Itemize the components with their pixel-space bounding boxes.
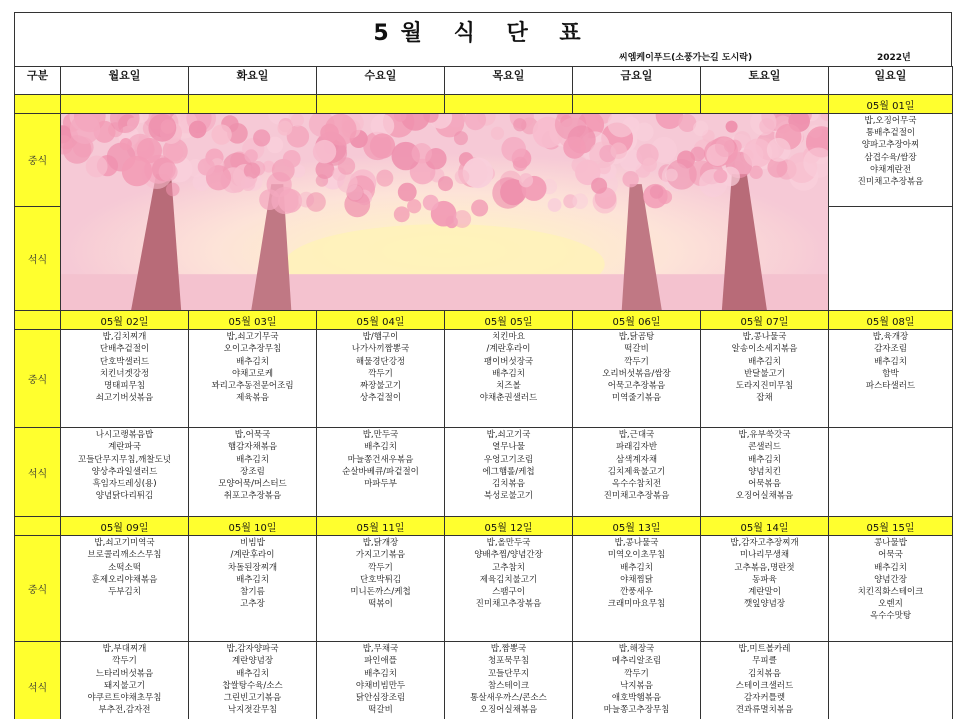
meal-label-lunch: 중식 [15, 114, 61, 207]
menu-item: 밥,감자고추장찌개 [730, 538, 799, 549]
menu-item: 상추겉절이 [359, 393, 402, 404]
menu-item: 밥,감자양파국 [226, 644, 279, 655]
meal-label-dinner: 석식 [15, 642, 61, 719]
menu-item: 밥,쇠고기국 [486, 430, 531, 441]
menu-item: 깍두기 [112, 656, 137, 667]
menu-item: 통배추겉절이 [865, 128, 916, 139]
menu-item: 스팸구이 [492, 587, 525, 598]
menu-item: 밥,유부쑥갓국 [738, 430, 791, 441]
menu-cell [701, 330, 829, 428]
menu-item: 파스타샐러드 [865, 381, 916, 392]
menu-item: 고추참치 [492, 562, 525, 573]
menu-item: 밥,올만두국 [486, 538, 531, 549]
menu-item: 제육볶음 [236, 393, 269, 404]
week2-date-row [15, 311, 953, 330]
menu-cell [573, 642, 701, 719]
menu-item: /계란후라이 [486, 344, 531, 355]
sheet-header [14, 12, 952, 66]
menu-item: 밥,만두국 [362, 430, 399, 441]
menu-item: 계란양념장 [231, 656, 274, 667]
menu-item: 부추전,감자전 [98, 705, 151, 716]
menu-item: 파래김자반 [615, 442, 658, 453]
menu-item: 양상추과일샐러드 [91, 466, 158, 477]
menu-item: 밥,콩나물국 [614, 538, 659, 549]
menu-cell [445, 330, 573, 428]
menu-item: 무피클 [752, 656, 777, 667]
menu-cell [61, 428, 189, 517]
menu-item: 야채고로케 [231, 368, 274, 379]
menu-item: 감자조림 [874, 344, 907, 355]
menu-item: 꼬들단무지무침,깨찰도넛 [77, 454, 172, 465]
menu-item: 마늘쫑건새우볶음 [347, 454, 414, 465]
menu-item: 흑임자드레싱(용) [92, 479, 157, 490]
date-cell: 05월 13일 [573, 517, 701, 536]
page-title: 5월 식 단 표 [373, 21, 593, 46]
menu-item: 청포묵무침 [487, 656, 530, 667]
menu-item: 고추볶음,명란젓 [734, 562, 795, 573]
menu-item: 알송이소세지볶음 [731, 344, 798, 355]
menu-item: 치킨너겟강정 [99, 368, 150, 379]
menu-item: 밥,해장국 [618, 644, 655, 655]
menu-item: 진미채고추장볶음 [603, 491, 670, 502]
menu-item: 모양어묵/머스터드 [218, 479, 287, 490]
menu-item: 배추김치 [364, 442, 397, 453]
menu-item: 배추김치 [874, 562, 907, 573]
menu-item: 꼬들단무지 [487, 668, 530, 679]
menu-item: 햄감자채볶음 [227, 442, 278, 453]
menu-item: 낙지볶음 [620, 680, 653, 691]
menu-item: 오징어실채볶음 [479, 705, 538, 716]
date-cell: 05월 11일 [317, 517, 445, 536]
date-cell: 05월 12일 [445, 517, 573, 536]
menu-item: 밥,오징어무국 [864, 116, 917, 126]
menu-item: 밥,쇠고기미역국 [94, 538, 155, 549]
menu-item: 치킨직화스테이크 [857, 587, 924, 598]
day-header-sun: 일요일 [829, 67, 953, 95]
menu-item: 두부김치 [108, 587, 141, 598]
date-cell: 05월 07일 [701, 311, 829, 330]
menu-item: 밥,부대찌개 [102, 644, 147, 655]
menu-cell [189, 536, 317, 642]
day-header-thu: 목요일 [445, 67, 573, 95]
menu-item: 팽이버섯장국 [483, 356, 534, 367]
menu-item: 짜장불고기 [359, 381, 402, 392]
menu-item: 잡채 [756, 393, 773, 404]
menu-item: 파인애플 [364, 656, 397, 667]
menu-cell [829, 330, 953, 428]
menu-item: 나가사끼짬뽕국 [351, 344, 410, 355]
meal-label-lunch: 중식 [15, 330, 61, 428]
category-header: 구분 [15, 67, 61, 95]
menu-cell [189, 330, 317, 428]
menu-item: 제육김치불고기 [479, 574, 538, 585]
menu-item: 어묵고추장볶음 [607, 381, 666, 392]
menu-cell [317, 642, 445, 719]
menu-cell-week1-sun-dinner [829, 206, 953, 311]
menu-item: 순살바베큐/파겉절이 [342, 466, 419, 477]
menu-item: 통살새우까스/콘소스 [470, 693, 547, 704]
menu-item: 브로콜리깨소스무침 [87, 550, 162, 561]
week2-dinner-row [15, 428, 953, 517]
day-header-sat: 토요일 [701, 67, 829, 95]
menu-item: 삼색계자채 [615, 454, 658, 465]
menu-item: 옥수수참치전 [611, 479, 662, 490]
menu-cell [829, 428, 953, 517]
meal-label-dinner: 석식 [15, 428, 61, 517]
day-header-tue: 화요일 [189, 67, 317, 95]
menu-item: 치즈볼 [496, 381, 521, 392]
menu-table [14, 66, 953, 719]
menu-item: 양파고추장아찌 [861, 140, 920, 151]
menu-item: 떡갈비 [368, 705, 393, 716]
menu-item: 비빔밥 [240, 538, 265, 549]
menu-item: 배추김치 [748, 454, 781, 465]
menu-item: 견과류멸치볶음 [735, 705, 794, 716]
menu-item: 밥,육개장 [872, 332, 909, 343]
date-cell: 05월 02일 [61, 311, 189, 330]
menu-item: 미역오이초무침 [607, 550, 666, 561]
menu-cell [61, 642, 189, 719]
menu-item: 참기름 [240, 587, 265, 598]
menu-item: 찹쌀탕수육/소스 [222, 680, 283, 691]
day-header-wed: 수요일 [317, 67, 445, 95]
day-header-fri: 금요일 [573, 67, 701, 95]
menu-item: 단배추겉절이 [99, 344, 150, 355]
menu-item: 도라지진미무침 [735, 381, 794, 392]
menu-item: 느타리버섯볶음 [95, 668, 154, 679]
menu-item: 미역줄기볶음 [611, 393, 662, 404]
menu-item: 마늘쫑고추장무침 [603, 705, 670, 716]
menu-item: 양념간장 [874, 574, 907, 585]
menu-item: 배추김치 [236, 574, 269, 585]
menu-item: 명태피무침 [103, 381, 146, 392]
year-label: 2022년 [877, 53, 911, 63]
menu-item: 밥,김치찌개 [102, 332, 147, 343]
menu-item: 밥,닭곰탕 [618, 332, 655, 343]
menu-item: 미니돈까스/케첩 [350, 587, 411, 598]
menu-item: 장조림 [240, 466, 265, 477]
menu-item: 해물경단강정 [355, 356, 406, 367]
menu-item: 밥/햄구이 [362, 332, 399, 343]
date-cell: 05월 14일 [701, 517, 829, 536]
menu-item: 깍두기 [368, 368, 393, 379]
menu-item: 애호박햄볶음 [611, 693, 662, 704]
date-cell: 05월 15일 [829, 517, 953, 536]
menu-item: 북성로불고기 [483, 491, 534, 502]
cherry-blossom-illustration [61, 114, 829, 311]
menu-cell [701, 428, 829, 517]
blossom-image [61, 114, 828, 310]
menu-cell [829, 642, 953, 719]
menu-item: 야채비빔만두 [355, 680, 406, 691]
menu-item: 계란말이 [748, 587, 781, 598]
menu-item: 깐풍새우 [620, 587, 653, 598]
date-cell: 05월 09일 [61, 517, 189, 536]
menu-item: 배추김치 [874, 356, 907, 367]
menu-item: 김치볶음 [492, 479, 525, 490]
menu-item: 진미채고추장볶음 [857, 177, 924, 188]
menu-item: 야채춘권샐러드 [479, 393, 538, 404]
menu-item: 어묵볶음 [748, 479, 781, 490]
menu-item: 취포고추장볶음 [223, 491, 282, 502]
menu-item: 스테이크샐러드 [735, 680, 794, 691]
menu-item: 야채계란전 [869, 164, 912, 175]
week3-dinner-row [15, 642, 953, 719]
menu-cell [573, 330, 701, 428]
menu-item: 크래미마요무침 [607, 599, 666, 610]
menu-item: 배추김치 [748, 356, 781, 367]
menu-cell [829, 536, 953, 642]
menu-item: 배추김치 [236, 668, 269, 679]
date-cell: 05월 06일 [573, 311, 701, 330]
menu-item: 메추리알조림 [611, 656, 662, 667]
meal-label-lunch: 중식 [15, 536, 61, 642]
menu-item: 미나리무생채 [739, 550, 790, 561]
date-cell: 05월 05일 [445, 311, 573, 330]
menu-item: 소떡소떡 [108, 562, 141, 573]
day-header-row [15, 67, 953, 95]
date-cell: 05월 04일 [317, 311, 445, 330]
menu-item: 가지고기볶음 [355, 550, 406, 561]
week2-lunch-row [15, 330, 953, 428]
menu-item: 진미채고추장볶음 [475, 599, 542, 610]
menu-item: 나시고랭볶음밥 [95, 430, 154, 441]
menu-item: 양배추찜/양념간장 [474, 550, 543, 561]
menu-item: 김치제육불고기 [607, 466, 666, 477]
menu-item: 우엉고기조림 [483, 454, 534, 465]
menu-cell [701, 536, 829, 642]
menu-item: /계란후라이 [230, 550, 275, 561]
menu-item: 콘샐러드 [748, 442, 781, 453]
menu-cell [61, 536, 189, 642]
menu-item: 배추김치 [492, 368, 525, 379]
date-cell: 05월 10일 [189, 517, 317, 536]
menu-item: 깻잎양념장 [743, 599, 786, 610]
menu-item: 돼지불고기 [103, 680, 146, 691]
menu-cell [189, 642, 317, 719]
menu-item: 치킨마요 [492, 332, 525, 343]
date-cell [317, 95, 445, 114]
menu-item: 꽈리고추동전문어조림 [211, 381, 294, 392]
menu-item: 감자커틀렛 [743, 693, 786, 704]
menu-item: 밥,어묵국 [234, 430, 271, 441]
menu-item: 함박 [882, 368, 899, 379]
menu-item: 밥,콩나물국 [742, 332, 787, 343]
menu-cell [189, 428, 317, 517]
menu-item: 반달불고기 [743, 368, 786, 379]
menu-item: 단호박튀김 [359, 574, 402, 585]
menu-item: 오렌지 [878, 599, 903, 610]
menu-item: 밥,닭개장 [362, 538, 399, 549]
menu-item: 야채찜닭 [620, 574, 653, 585]
menu-item: 양념닭다리튀김 [95, 491, 154, 502]
week1-date-row [15, 95, 953, 114]
menu-cell [573, 428, 701, 517]
date-cell [189, 95, 317, 114]
menu-cell [317, 536, 445, 642]
menu-item: 밥,근대국 [618, 430, 655, 441]
date-cell [61, 95, 189, 114]
menu-item: 차돌된장찌개 [227, 562, 278, 573]
menu-item: 양념치킨 [748, 466, 781, 477]
date-cell [701, 95, 829, 114]
menu-cell [61, 330, 189, 428]
date-cell: 05월 08일 [829, 311, 953, 330]
menu-item: 밥,무채국 [362, 644, 399, 655]
menu-item: 깍두기 [624, 356, 649, 367]
menu-item: 낙지젓갈무침 [227, 705, 278, 716]
menu-item: 에그햄롤/케첩 [482, 466, 535, 477]
date-cell: 05월 03일 [189, 311, 317, 330]
menu-item: 닭안심장조림 [355, 693, 406, 704]
menu-item: 배추김치 [620, 562, 653, 573]
menu-item: 야쿠르트야채초무침 [87, 693, 162, 704]
menu-item: 고추장 [240, 599, 265, 610]
menu-item: 단호박샐러드 [99, 356, 150, 367]
menu-item: 떡갈비 [624, 344, 649, 355]
menu-item: 훈제오리야채볶음 [91, 574, 158, 585]
menu-item: 옥수수맛탕 [869, 611, 912, 622]
menu-item: 밥,미트볼카레 [738, 644, 791, 655]
menu-item: 동파육 [752, 574, 777, 585]
menu-item: 배추김치 [236, 356, 269, 367]
menu-cell [317, 330, 445, 428]
menu-cell [573, 536, 701, 642]
caterer-name: 씨엠케이푸드(소풍가는길 도시락) [619, 53, 753, 63]
menu-item: 오이고추장무침 [223, 344, 282, 355]
menu-cell [445, 642, 573, 719]
menu-item: 어묵국 [878, 550, 903, 561]
menu-sheet [14, 12, 952, 719]
menu-cell [445, 428, 573, 517]
menu-item: 그린빈고기볶음 [223, 693, 282, 704]
day-header-mon: 월요일 [61, 67, 189, 95]
menu-cell [317, 428, 445, 517]
menu-cell [701, 642, 829, 719]
menu-item: 김치볶음 [748, 668, 781, 679]
menu-item: 밥,짬뽕국 [490, 644, 527, 655]
menu-item: 오리버섯볶음/쌈장 [602, 368, 671, 379]
menu-item: 배추김치 [236, 454, 269, 465]
menu-item: 콩나물밥 [874, 538, 907, 549]
menu-item: 오징어실채볶음 [735, 491, 794, 502]
menu-item: 계란파국 [108, 442, 141, 453]
menu-item: 쇠고기버섯볶음 [95, 393, 154, 404]
date-cell: 05월 01일 [829, 95, 953, 114]
menu-item: 밥,쇠고기무국 [226, 332, 279, 343]
date-cell [573, 95, 701, 114]
menu-item: 삼겹수육/쌈장 [864, 152, 917, 163]
menu-item: 깍두기 [368, 562, 393, 573]
menu-cell [445, 536, 573, 642]
menu-item: 참스테이크 [487, 680, 530, 691]
meal-label-dinner: 석식 [15, 206, 61, 311]
menu-item: 배추김치 [364, 668, 397, 679]
menu-item: 마파두부 [364, 479, 397, 490]
date-cell [445, 95, 573, 114]
menu-cell-week1-sun-lunch [829, 114, 953, 207]
week3-lunch-row [15, 536, 953, 642]
week3-date-row [15, 517, 953, 536]
menu-item: 떡볶이 [368, 599, 393, 610]
menu-item: 열무나물 [492, 442, 525, 453]
menu-item: 깍두기 [624, 668, 649, 679]
week1-lunch-row [15, 114, 953, 207]
